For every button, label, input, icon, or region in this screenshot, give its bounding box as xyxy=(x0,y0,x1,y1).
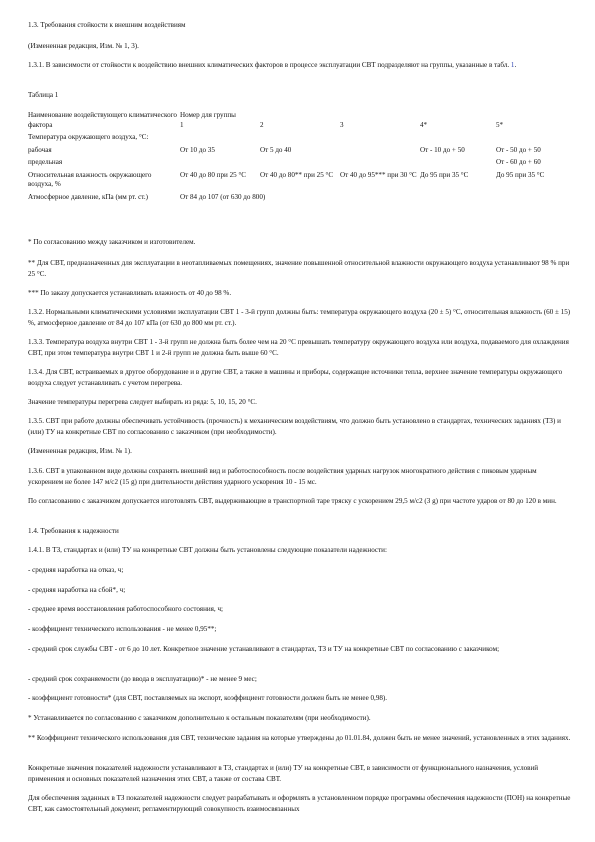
list-item: - средняя наработка на сбой*, ч; xyxy=(28,586,126,594)
footnote: * Устанавливается по согласованию с заказчиком дополнительно к остальным показателям (при необходимости). xyxy=(28,714,371,722)
table-cell xyxy=(260,158,340,171)
table-cell xyxy=(180,158,260,171)
table-row xyxy=(28,193,573,206)
table-cell xyxy=(340,133,420,146)
table-cell: От - 50 до + 50 xyxy=(496,145,541,154)
group-header-label: Номер для группы xyxy=(180,111,236,119)
footnote: ** Для СВТ, предназначенных для эксплуатации в неотапливаемых помещениях, значение повышенной относительной влажности окружающего воздуха устанавливают 98 % при 25 °С. xyxy=(28,259,570,278)
revision-note: (Измененная редакция, Изм. № 1). xyxy=(28,447,132,455)
list-item: - средний срок сохраняемости (до ввода в эксплуатацию)* - не менее 9 мес; xyxy=(28,675,257,683)
table-group-header xyxy=(180,111,573,133)
paragraph-1-3-3: 1.3.3. Температура воздуха внутри СВТ 1 - 3-й групп не должна быть более чем на 20 °С превышать температуру окружающего воздуха или воздуха, подаваемого для охлаждения СВТ, при этом температура внутри СВТ 1 и 2-й групп не должна быть выше 60 °С. xyxy=(28,338,569,357)
table-1-link[interactable]: 1 xyxy=(510,61,515,69)
table-cell-label: Температура окружающего воздуха, °С: xyxy=(28,133,149,141)
table-cell: До 95 при 35 °С xyxy=(420,170,469,179)
paragraph-1-3-5: 1.3.5. СВТ при работе должны обеспечивать устойчивость (прочность) к механическим воздействиям, что должно быть установлено в стандартах, технических заданиях (ТЗ) и (или) ТУ на конкретные СВТ по согласованию с заказчиком (при необходимости). xyxy=(28,417,561,436)
group-number: 2 xyxy=(260,120,264,129)
table-header-row xyxy=(28,111,573,133)
table-cell: От 40 до 95*** при 30 °С xyxy=(340,170,417,179)
table-cell-label: рабочая xyxy=(28,145,52,154)
section-heading-1-3: 1.3. Требования стойкости к внешним воздействиям xyxy=(28,21,186,29)
group-numbers xyxy=(180,121,573,131)
group-number: 3 xyxy=(340,120,344,129)
table-cell xyxy=(420,133,496,146)
table-cell xyxy=(180,133,260,146)
paragraph-1-3-4: 1.3.4. Для СВТ, встраиваемых в другое оборудование и в другие СВТ, а также в машины и приборы, содержащие источники тепла, верхнее значение температуры окружающего воздуха следует устанавливать с учетом перегрева. xyxy=(28,368,563,387)
list-item: - средняя наработка на отказ, ч; xyxy=(28,566,124,574)
group-number: 1 xyxy=(180,120,184,129)
table-cell xyxy=(340,146,420,159)
list-item: - средний срок службы СВТ - от 6 до 10 лет. Конкретное значение устанавливают в стандартах, ТЗ и ТУ на конкретные СВТ по согласованию с заказчиком; xyxy=(28,645,500,653)
table-row xyxy=(28,171,573,193)
list-item: - среднее время восстановления работоспособного состояния, ч; xyxy=(28,605,224,613)
table-row xyxy=(28,133,573,146)
table-row xyxy=(28,158,573,171)
table-cell: От 10 до 35 xyxy=(180,145,215,154)
group-number: 4* xyxy=(420,120,428,129)
paragraph-1-4-1: 1.4.1. В ТЗ, стандартах и (или) ТУ на конкретные СВТ должны быть установлены следующие показатели надежности: xyxy=(28,546,387,554)
table-cell-label: предельная xyxy=(28,158,63,166)
paragraph-text: Конкретные значения показателей надежности устанавливают в ТЗ, стандартах и (или) ТУ на конкретные СВТ, в зависимости от функционального назначения, условий применения и основных показателей назначения этих СВТ, а также от состава СВТ. xyxy=(28,764,539,783)
table-cell xyxy=(496,133,573,146)
table-cell xyxy=(420,158,496,171)
table-cell: От - 60 до + 60 xyxy=(496,158,541,166)
paragraph-text: Для обеспечения заданных в ТЗ показателей надежности следует разрабатывать и оформлять в установленном порядке программы обеспечения надежности (ПОН) на конкретные СВТ, как самостоятельный документ, регламентирующий совокупность взаимосвязанных xyxy=(28,794,571,813)
table-cell-label: Относительная влажность окружающего воздуха, % xyxy=(28,170,152,188)
table-cell: От 40 до 80** при 25 °С xyxy=(260,170,334,179)
group-number: 5* xyxy=(496,120,504,129)
paragraph-1-3-1 xyxy=(28,60,573,71)
paragraph-text: Значение температуры перегрева следует выбирать из ряда: 5, 10, 15, 20 °С. xyxy=(28,398,257,406)
paragraph-1-3-6: 1.3.6. СВТ в упакованном виде должны сохранять внешний вид и работоспособность после воздействия ударных нагрузок многократного действия с пиковым ударным ускорением не более 147 м/с2 (15 g) при длительности действия ударного ускорения 10 - 15 мс. xyxy=(28,467,537,486)
climate-groups-table xyxy=(28,111,573,205)
table-cell: От 84 до 107 (от 630 до 800) xyxy=(180,192,266,201)
table-header-factor: Наименование воздействующего климатического фактора xyxy=(28,111,177,129)
list-item: - коэффициент готовности* (для СВТ, поставляемых на экспорт, коэффициент готовности должен быть не менее 0,98). xyxy=(28,694,388,702)
paragraph-text: 1.3.1. В зависимости от стойкости к воздействию внешних климатических факторов в процессе эксплуатации СВТ подразделяют на группы, указанные в табл. xyxy=(28,61,511,69)
footnote: ** Коэффициент технического использования для СВТ, технические задания на которые утверждены до 01.01.84, должен быть не менее значений, установленных в этих заданиях. xyxy=(28,734,571,742)
footnote: *** По заказу допускается устанавливать влажность от 40 до 98 %. xyxy=(28,289,232,297)
paragraph-text: По согласованию с заказчиком допускается изготовлять СВТ, выдерживающие в транспортной таре тряску с ускорением 29,5 м/с2 (3 g) при частоте ударов от 80 до 120 в мин. xyxy=(28,497,557,505)
table-cell: От 40 до 80 при 25 °С xyxy=(180,170,247,179)
paragraph-1-3-2: 1.3.2. Нормальными климатическими условиями эксплуатации СВТ 1 - 3-й групп должны быть: температура окружающего воздуха (20 ± 5) °С, относительная влажность (60 ± 15) %, атмосферное давление от 84 до 107 кПа (от 630 до 800 мм рт. ст.). xyxy=(28,308,571,327)
table-cell: От 5 до 40 xyxy=(260,145,292,154)
paragraph-text-end: . xyxy=(514,61,517,69)
list-item: - коэффициент технического использования - не менее 0,95**; xyxy=(28,625,217,633)
table-cell xyxy=(340,158,420,171)
section-heading-1-4: 1.4. Требования к надежности xyxy=(28,527,119,535)
table-title: Таблица 1 xyxy=(28,91,59,99)
table-cell: От - 10 до + 50 xyxy=(420,145,465,154)
table-cell: До 95 при 35 °С xyxy=(496,170,545,179)
footnote: * По согласованию между заказчиком и изготовителем. xyxy=(28,238,196,246)
table-cell xyxy=(260,133,340,146)
table-cell-label: Атмосферное давление, кПа (мм рт. ст.) xyxy=(28,192,148,201)
revision-note: (Измененная редакция, Изм. № 1, 3). xyxy=(28,42,139,50)
table-row xyxy=(28,146,573,159)
